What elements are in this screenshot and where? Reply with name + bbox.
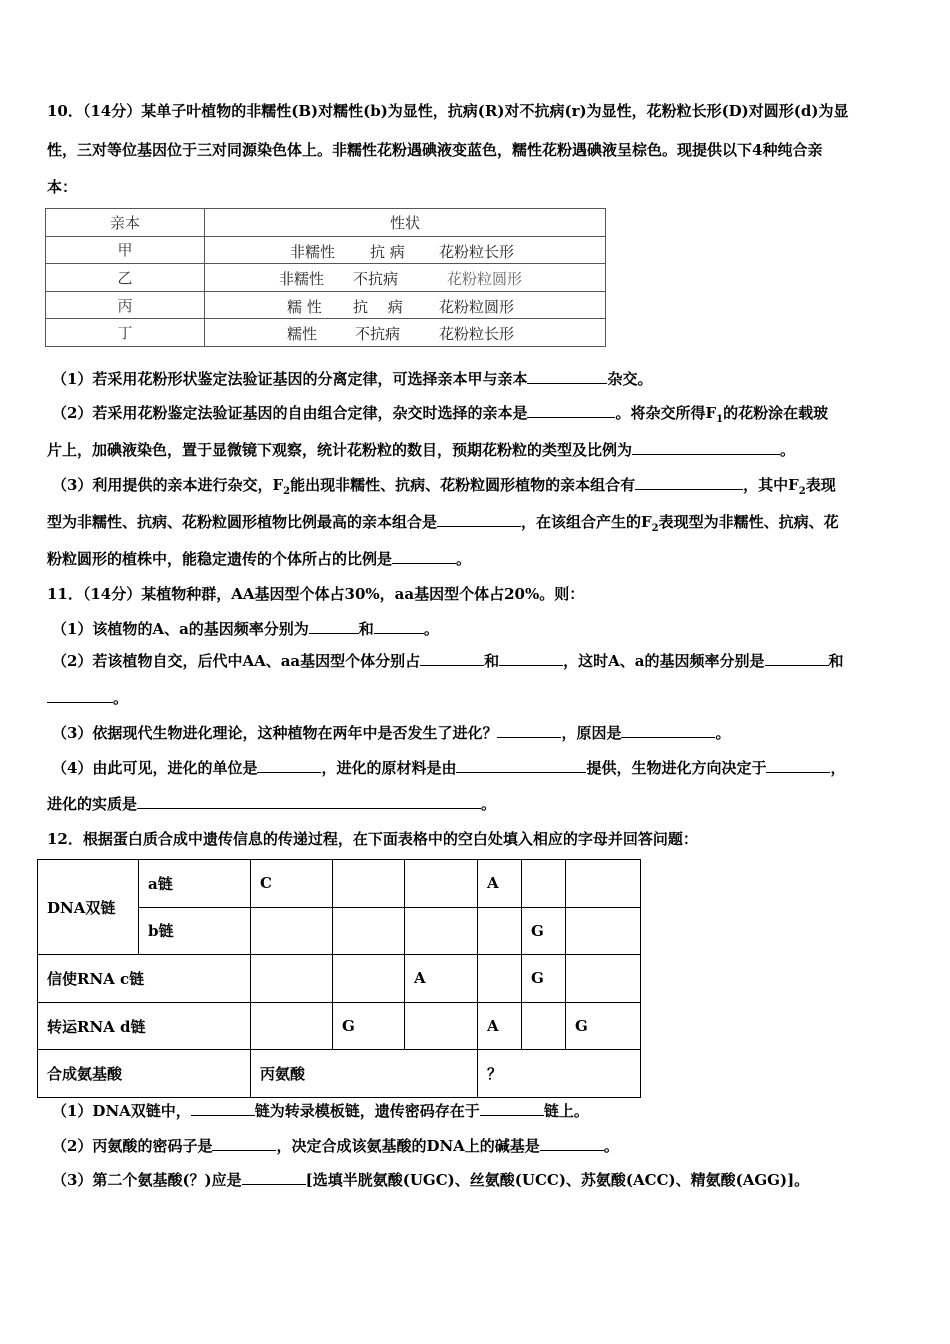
- trait-starch: 糯性: [287, 325, 318, 344]
- cell-c2[interactable]: [333, 955, 405, 1003]
- cell-d1[interactable]: [251, 1002, 333, 1050]
- trait-starch: 糯 性: [287, 297, 322, 316]
- answer-blank[interactable]: [392, 549, 456, 564]
- trait-pollen: 花粉粒圆形: [439, 297, 515, 316]
- cell-a2[interactable]: [333, 860, 405, 908]
- cell-c1[interactable]: [251, 955, 333, 1003]
- period: 。: [423, 620, 439, 638]
- parent-name: 丙: [46, 291, 205, 319]
- answer-blank[interactable]: [47, 688, 113, 703]
- q12-sub-1-text-c: 链上。: [543, 1102, 589, 1120]
- q10-sub-3-text: （3）利用提供的亲本进行杂交，F: [52, 476, 284, 494]
- q11-sub-4-text-b: ，进化的原材料是由: [321, 759, 457, 777]
- q10-sub-2-text-b: 。将杂交所得F: [615, 404, 717, 422]
- table-row: [38, 860, 641, 908]
- q11-sub-2-cont: [47, 688, 909, 708]
- answer-blank[interactable]: [374, 619, 424, 634]
- cell-b4[interactable]: [478, 907, 522, 955]
- cell-a6[interactable]: [566, 860, 641, 908]
- subscript: 2: [798, 486, 806, 497]
- header-parent: 亲本: [46, 209, 205, 237]
- answer-blank[interactable]: [635, 475, 743, 490]
- trait-disease: 不抗病: [353, 270, 399, 289]
- period: 。: [481, 795, 497, 813]
- cell-b2[interactable]: [333, 907, 405, 955]
- table-row: [46, 236, 606, 264]
- trait-pollen: 花粉粒长形: [439, 242, 515, 261]
- comma: ，: [830, 759, 846, 777]
- traits-cell: [205, 291, 606, 319]
- trait-pollen: 花粉粒圆形: [447, 270, 523, 289]
- q11-sub-2: [52, 651, 914, 671]
- q11-sub-4-text-c: 提供，生物进化方向决定于: [586, 759, 767, 777]
- cell-a4: A: [478, 860, 522, 908]
- trait-disease: 抗 病: [370, 242, 405, 261]
- answer-blank[interactable]: [527, 403, 615, 418]
- dna-label: DNA双链: [38, 860, 139, 955]
- period: 。: [113, 689, 129, 707]
- q11-sub-3: [52, 723, 914, 743]
- q11-sub-1-text: （1）该植物的A、a的基因频率分别为: [52, 620, 309, 638]
- trait-disease: 不抗病: [355, 325, 401, 344]
- q10-line-1: 10．（14分）某单子叶植物的非糯性(B)对糯性(b)为显性，抗病(R)对不抗病(r)为显性，花粉粒长形(D)对圆形(d)为显: [47, 102, 849, 120]
- cell-a1: C: [251, 860, 333, 908]
- cell-b6[interactable]: [566, 907, 641, 955]
- q12-sub-1-text: （1）DNA双链中，: [52, 1102, 191, 1120]
- q10-sub-3-text-d: 表现: [805, 476, 836, 494]
- q11-line-1: 11．（14分）某植物种群，AA基因型个体占30%，aa基因型个体占20%。则：: [47, 585, 585, 603]
- answer-blank[interactable]: [632, 440, 780, 455]
- subscript: 2: [651, 523, 659, 534]
- answer-blank[interactable]: [437, 512, 521, 527]
- q12-sub-2-text-b: ，决定合成该氨基酸的DNA上的碱基是: [276, 1137, 540, 1155]
- traits-cell: [205, 264, 606, 292]
- traits-cell: [205, 319, 606, 347]
- q12-line-1: 12．根据蛋白质合成中遗传信息的传递过程，在下面表格中的空白处填入相应的字母并回答问题：: [47, 830, 698, 848]
- answer-blank[interactable]: [309, 619, 359, 634]
- cell-d2: G: [333, 1002, 405, 1050]
- cell-b1[interactable]: [251, 907, 333, 955]
- q10-sub-3-text-e: 型为非糯性、抗病、花粉粒圆形植物比例最高的亲本组合是: [47, 513, 438, 531]
- subscript: 2: [283, 486, 291, 497]
- q10-sub-2: [52, 403, 914, 430]
- and-text: 和: [358, 620, 374, 638]
- and-text: 和: [828, 652, 844, 670]
- trait-disease: 抗 病: [353, 297, 403, 316]
- header-traits: 性状: [205, 209, 606, 237]
- cell-d6: G: [566, 1002, 641, 1050]
- and-text: 和: [484, 652, 500, 670]
- q11-sub-3-text: （3）依据现代生物进化理论，这种植物在两年中是否发生了进化？: [52, 724, 498, 742]
- table-row: [38, 1050, 641, 1098]
- answer-blank[interactable]: [497, 723, 561, 738]
- q10-line-3: 本：: [47, 178, 78, 196]
- q10-line-2: 性，三对等位基因位于三对同源染色体上。非糯性花粉遇碘液变蓝色，糯性花粉遇碘液呈棕色。现提供以下4种纯合亲: [47, 141, 823, 159]
- amino-acid-2: ？: [478, 1050, 641, 1098]
- q10-sub-3-text-h: 粉粒圆形的植株中，能稳定遗传的个体所占的比例是: [47, 550, 393, 568]
- q10-sub-2-text: （2）若采用花粉鉴定法验证基因的自由组合定律，杂交时选择的亲本是: [52, 404, 528, 422]
- cell-c4[interactable]: [478, 955, 522, 1003]
- answer-blank[interactable]: [499, 651, 563, 666]
- period: 。: [780, 441, 796, 459]
- q11-sub-2-text-b: ，这时A、a的基因频率分别是: [563, 652, 765, 670]
- answer-blank[interactable]: [191, 1101, 255, 1116]
- q10-sub-1-text: （1）若采用花粉形状鉴定法验证基因的分离定律，可选择亲本甲与亲本: [52, 370, 528, 388]
- parent-name: 丁: [46, 319, 205, 347]
- answer-blank[interactable]: [621, 723, 715, 738]
- parent-name: 甲: [46, 236, 205, 264]
- answer-blank[interactable]: [527, 369, 607, 384]
- period: 。: [456, 550, 472, 568]
- period: 。: [603, 1137, 619, 1155]
- table-row: [46, 291, 606, 319]
- q10-sub-3-cont: [47, 512, 909, 539]
- q12-sub-3: [52, 1170, 914, 1190]
- period: 。: [715, 724, 731, 742]
- q12-sub-2: [52, 1136, 914, 1156]
- answer-blank[interactable]: [212, 1136, 276, 1151]
- q11-sub-3-text-b: ，原因是: [561, 724, 622, 742]
- answer-blank[interactable]: [137, 794, 481, 809]
- answer-blank[interactable]: [242, 1170, 306, 1185]
- parent-traits-table: [45, 208, 606, 347]
- trna-label: 转运RNA d链: [38, 1002, 251, 1050]
- cell-d3[interactable]: [405, 1002, 478, 1050]
- q10-sub-2-cont: [47, 440, 909, 460]
- q10-sub-3-text-g: 表现型为非糯性、抗病、花: [658, 513, 839, 531]
- mrna-label: 信使RNA c链: [38, 955, 251, 1003]
- q12-sub-2-text: （2）丙氨酸的密码子是: [52, 1137, 213, 1155]
- q10-sub-3-text-c: ，其中F: [743, 476, 799, 494]
- q10-sub-2-text-c: 的花粉涂在载玻: [723, 404, 829, 422]
- cell-c3: A: [405, 955, 478, 1003]
- codon-table: [37, 859, 641, 1098]
- q10-sub-1-tail: 杂交。: [607, 370, 653, 388]
- cell-c5: G: [522, 955, 566, 1003]
- table-row: [38, 1002, 641, 1050]
- answer-blank[interactable]: [766, 758, 830, 773]
- cell-a3[interactable]: [405, 860, 478, 908]
- q10-sub-1: [52, 369, 914, 389]
- q10-sub-3: [52, 475, 914, 502]
- table-row: [46, 319, 606, 347]
- answer-blank[interactable]: [540, 1136, 604, 1151]
- cell-b3[interactable]: [405, 907, 478, 955]
- q11-sub-4: [52, 758, 914, 778]
- table-row: [38, 955, 641, 1003]
- answer-blank[interactable]: [257, 758, 321, 773]
- q12-sub-3-text-b: [选填半胱氨酸(UGC)、丝氨酸(UCC)、苏氨酸(ACC)、精氨酸(AGG)]。: [305, 1171, 810, 1189]
- trait-pollen: 花粉粒长形: [439, 325, 515, 344]
- answer-blank[interactable]: [480, 1101, 544, 1116]
- answer-blank[interactable]: [456, 758, 586, 773]
- strand-b-label: b链: [139, 907, 251, 955]
- table-row: [46, 264, 606, 292]
- q10-sub-2-text-d: 片上，加碘液染色，置于显微镜下观察，统计花粉粒的数目，预期花粉粒的类型及比例为: [47, 441, 633, 459]
- cell-c6[interactable]: [566, 955, 641, 1003]
- q11-sub-4-text: （4）由此可见，进化的单位是: [52, 759, 258, 777]
- parent-name: 乙: [46, 264, 205, 292]
- cell-d4: A: [478, 1002, 522, 1050]
- q12-sub-3-text: （3）第二个氨基酸(？)应是: [52, 1171, 242, 1189]
- answer-blank[interactable]: [765, 651, 829, 666]
- strand-a-label: a链: [139, 860, 251, 908]
- subscript: 1: [716, 414, 724, 425]
- q10-sub-3-text-f: ，在该组合产生的F: [521, 513, 652, 531]
- q11-sub-4-cont: [47, 794, 909, 814]
- q10-sub-3-cont2: [47, 549, 909, 569]
- table-header-row: [46, 209, 606, 237]
- amino-acid-1: 丙氨酸: [251, 1050, 478, 1098]
- cell-b5: G: [522, 907, 566, 955]
- amino-acid-label: 合成氨基酸: [38, 1050, 251, 1098]
- cell-a5[interactable]: [522, 860, 566, 908]
- q12-sub-1: [52, 1101, 914, 1121]
- q12-sub-1-text-b: 链为转录模板链，遗传密码存在于: [254, 1102, 480, 1120]
- traits-cell: [205, 236, 606, 264]
- trait-starch: 非糯性: [290, 242, 336, 261]
- cell-d5[interactable]: [522, 1002, 566, 1050]
- q11-sub-4-text-d: 进化的实质是: [47, 795, 138, 813]
- trait-starch: 非糯性: [279, 270, 325, 289]
- answer-blank[interactable]: [420, 651, 484, 666]
- q11-sub-2-text: （2）若该植物自交，后代中AA、aa基因型个体分别占: [52, 652, 421, 670]
- q10-sub-3-text-b: 能出现非糯性、抗病、花粉粒圆形植物的亲本组合有: [290, 476, 636, 494]
- q11-sub-1: [52, 619, 914, 639]
